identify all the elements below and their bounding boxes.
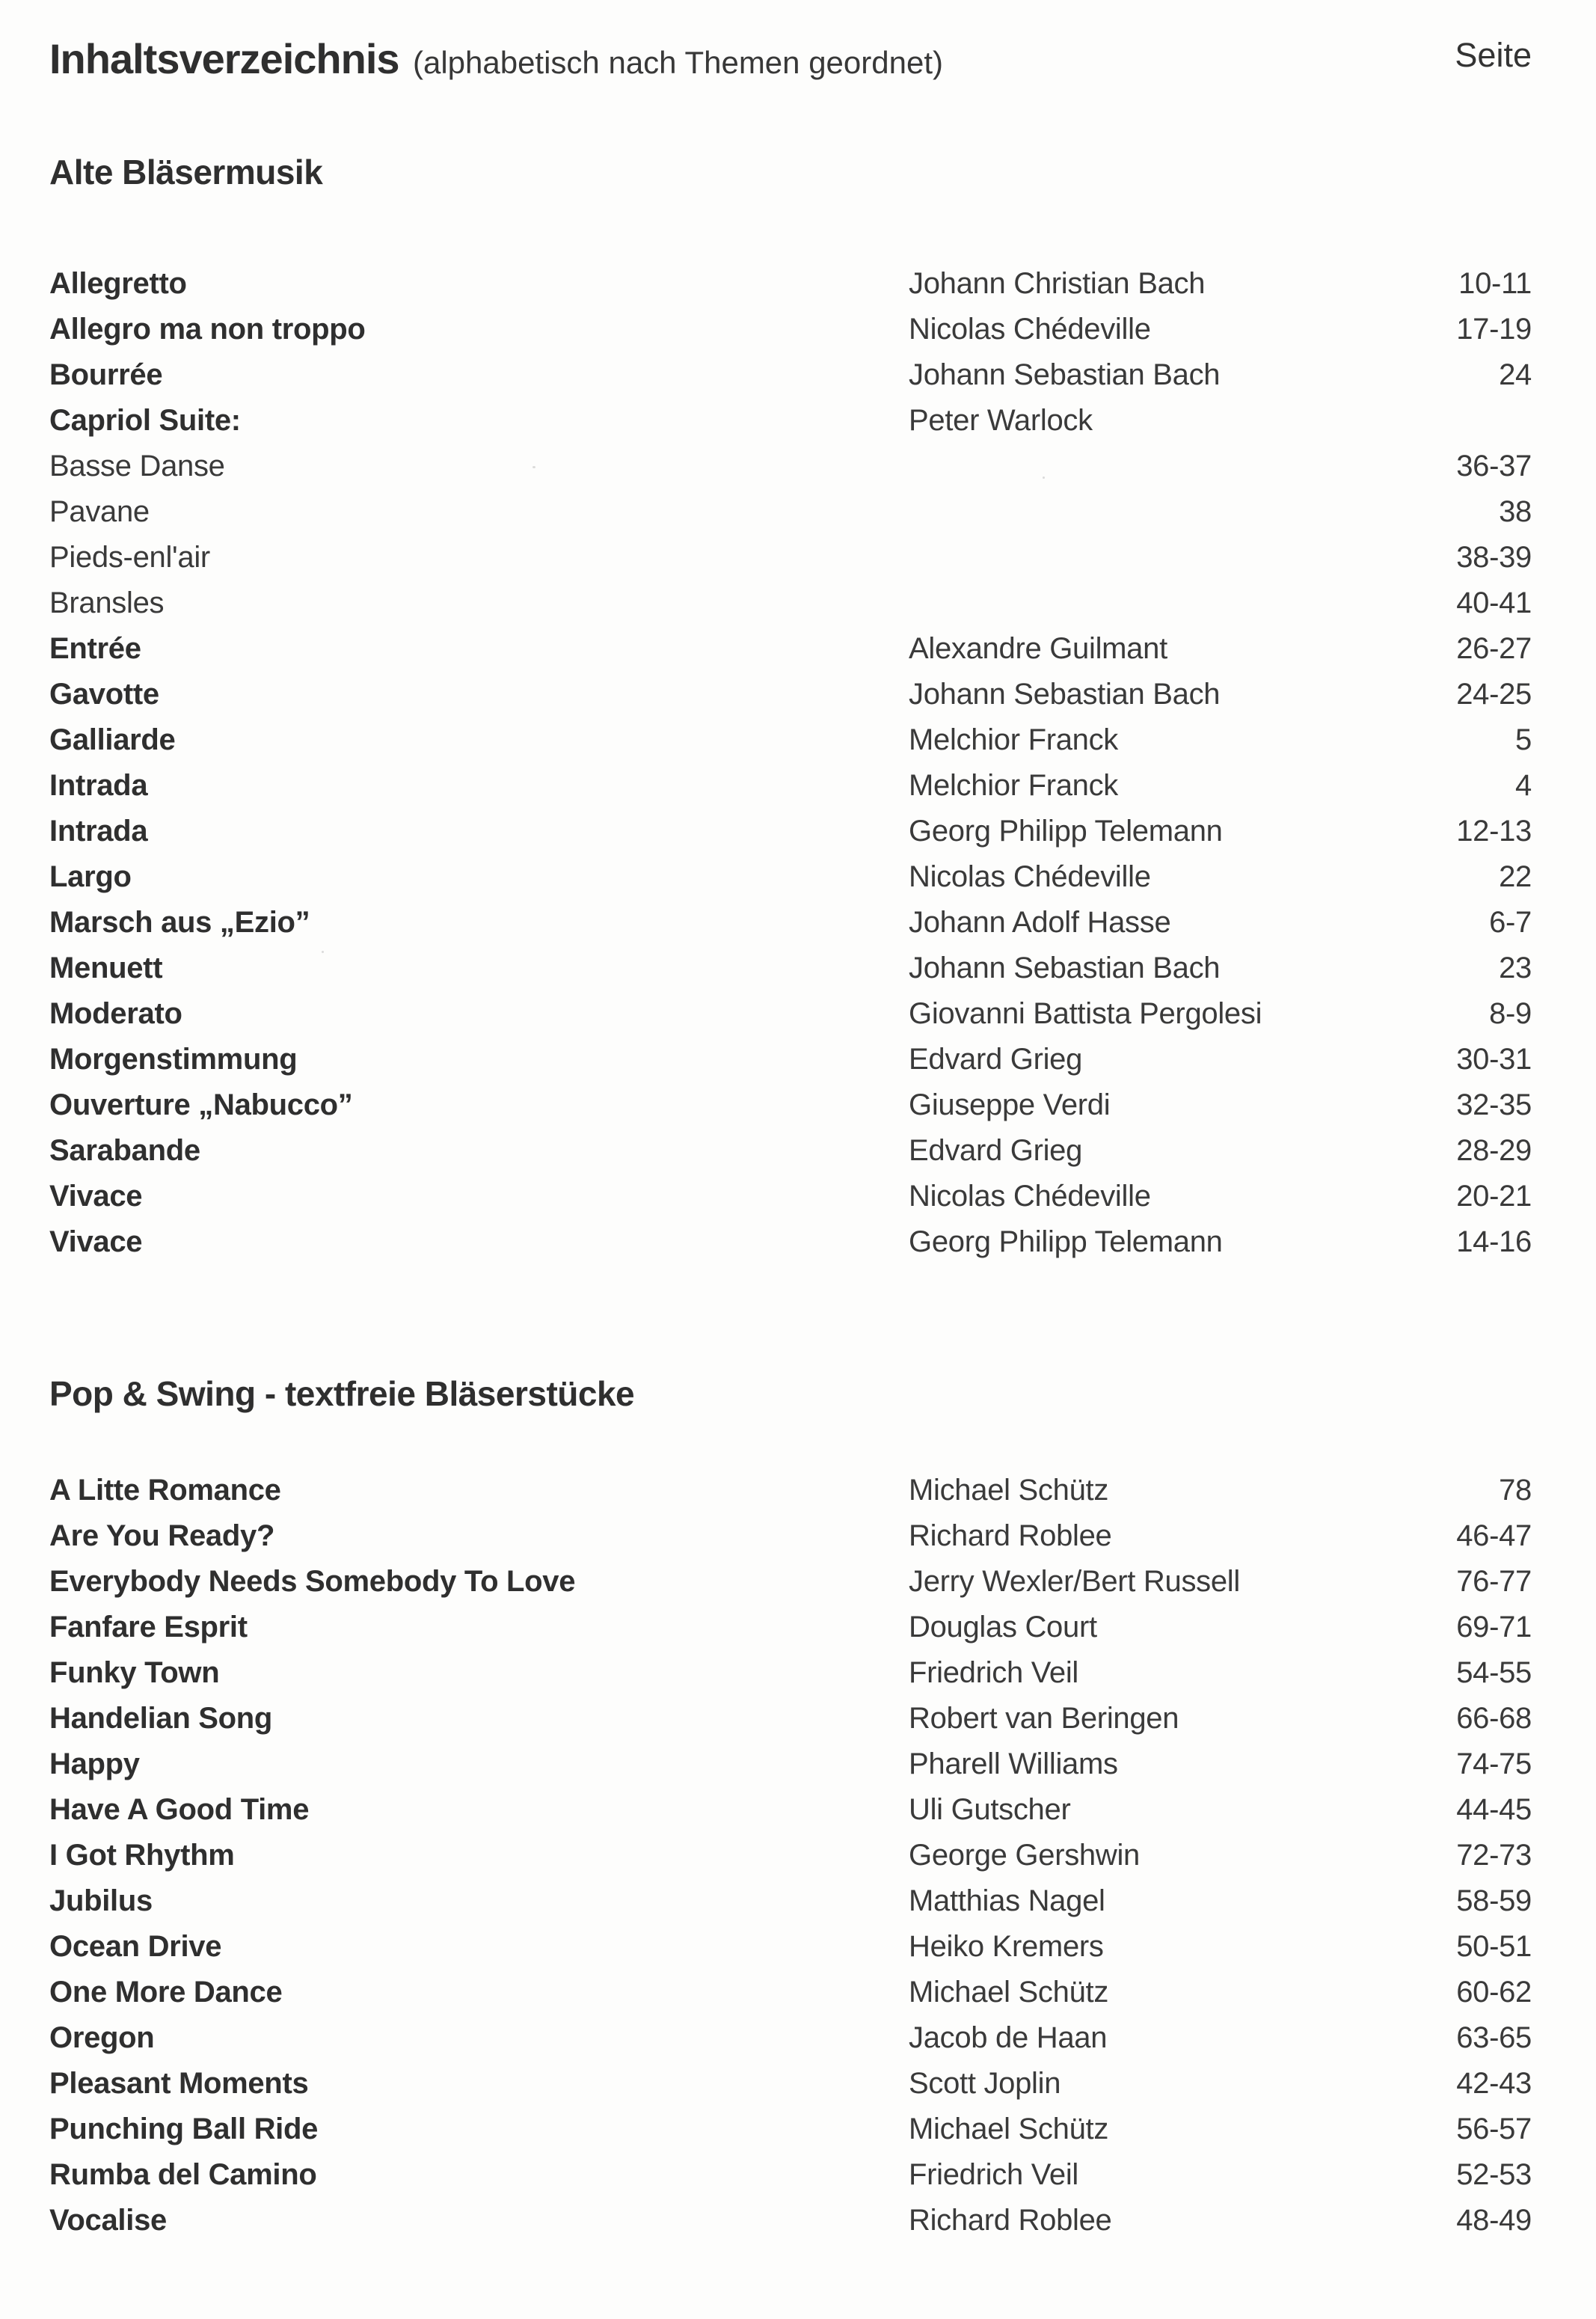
- composer-name: Georg Philipp Telemann: [909, 815, 1223, 848]
- page-numbers: 12-13: [1456, 815, 1532, 848]
- piece-title: Oregon: [49, 2021, 155, 2054]
- composer-name: Giovanni Battista Pergolesi: [909, 997, 1262, 1030]
- piece-title: Jubilus: [49, 1884, 153, 1917]
- piece-title: Sarabande: [49, 1134, 200, 1167]
- piece-title: Allegro ma non troppo: [49, 313, 366, 346]
- piece-title: Pavane: [49, 495, 150, 528]
- toc-row: [49, 2198, 1532, 2243]
- page-numbers: 32-35: [1456, 1088, 1532, 1121]
- page-numbers: 60-62: [1456, 1976, 1532, 2009]
- composer-name: Johann Sebastian Bach: [909, 952, 1221, 984]
- page-numbers: 40-41: [1456, 586, 1532, 619]
- composer-name: Johann Sebastian Bach: [909, 358, 1221, 391]
- toc-row: [49, 854, 1532, 900]
- page-numbers: 36-37: [1456, 450, 1532, 483]
- toc-row: [49, 1174, 1532, 1219]
- page-numbers: 69-71: [1456, 1611, 1532, 1643]
- page-numbers: 17-19: [1456, 313, 1532, 346]
- page-numbers: 5: [1515, 723, 1532, 756]
- page-numbers: 56-57: [1456, 2113, 1532, 2145]
- composer-name: Robert van Beringen: [909, 1702, 1179, 1735]
- page-numbers: 20-21: [1456, 1180, 1532, 1213]
- toc-row: [49, 398, 1532, 444]
- toc-row: [49, 2061, 1532, 2107]
- section-heading-alte-blaesermusik: Alte Bläsermusik: [49, 153, 323, 192]
- piece-title: Marsch aus „Ezio”: [49, 906, 310, 939]
- page-numbers: 30-31: [1456, 1043, 1532, 1076]
- piece-title: Basse Danse: [49, 450, 225, 483]
- piece-title: Menuett: [49, 952, 163, 984]
- page-numbers: 66-68: [1456, 1702, 1532, 1735]
- piece-title: A Litte Romance: [49, 1474, 281, 1507]
- page-numbers: 58-59: [1456, 1884, 1532, 1917]
- toc-row: [49, 1559, 1532, 1605]
- page-numbers: 38: [1499, 495, 1532, 528]
- page-numbers: 10-11: [1458, 267, 1532, 300]
- piece-title: Handelian Song: [49, 1702, 273, 1735]
- page-subtitle: (alphabetisch nach Themen geordnet): [412, 45, 943, 80]
- composer-name: Richard Roblee: [909, 2204, 1112, 2237]
- composer-name: Johann Sebastian Bach: [909, 678, 1221, 711]
- piece-title: Happy: [49, 1747, 140, 1780]
- composer-name: Georg Philipp Telemann: [909, 1225, 1223, 1258]
- piece-title: Largo: [49, 860, 132, 893]
- piece-title: Moderato: [49, 997, 182, 1030]
- composer-name: Michael Schütz: [909, 1474, 1109, 1507]
- page-numbers: 74-75: [1456, 1747, 1532, 1780]
- piece-title: Have A Good Time: [49, 1793, 310, 1826]
- piece-title: Vivace: [49, 1180, 143, 1213]
- toc-row: [49, 535, 1532, 580]
- toc-row: [49, 1468, 1532, 1513]
- composer-name: Scott Joplin: [909, 2067, 1061, 2100]
- page-numbers: 42-43: [1456, 2067, 1532, 2100]
- piece-title: Allegretto: [49, 267, 187, 300]
- piece-title: Pieds-enl'air: [49, 541, 210, 574]
- page-numbers: 52-53: [1456, 2158, 1532, 2191]
- composer-name: Edvard Grieg: [909, 1134, 1083, 1167]
- toc-row: [49, 1924, 1532, 1970]
- composer-name: Melchior Franck: [909, 769, 1119, 802]
- toc-row: [49, 946, 1532, 991]
- page-numbers: 14-16: [1456, 1225, 1532, 1258]
- composer-name: Heiko Kremers: [909, 1930, 1104, 1963]
- toc-row: [49, 991, 1532, 1037]
- composer-name: Edvard Grieg: [909, 1043, 1083, 1076]
- piece-title: Bransles: [49, 586, 165, 619]
- piece-title: Galliarde: [49, 723, 176, 756]
- page-numbers: 26-27: [1456, 632, 1532, 665]
- toc-row: [49, 489, 1532, 535]
- composer-name: Richard Roblee: [909, 1519, 1112, 1552]
- composer-name: Pharell Williams: [909, 1747, 1118, 1780]
- piece-title: Fanfare Esprit: [49, 1611, 248, 1643]
- toc-row: [49, 1037, 1532, 1082]
- toc-row: [49, 626, 1532, 672]
- page-numbers: 4: [1515, 769, 1532, 802]
- scan-artifact: [322, 951, 324, 953]
- toc-row: [49, 1970, 1532, 2015]
- toc-row: [49, 1833, 1532, 1878]
- toc-row: [49, 2107, 1532, 2152]
- scan-artifact: [532, 466, 535, 468]
- page-numbers: 44-45: [1456, 1793, 1532, 1826]
- composer-name: Johann Adolf Hasse: [909, 906, 1171, 939]
- composer-name: Nicolas Chédeville: [909, 860, 1151, 893]
- page-column-header: Seite: [1455, 36, 1532, 74]
- toc-row: [49, 1787, 1532, 1833]
- page-numbers: 22: [1499, 860, 1532, 893]
- piece-title: Vocalise: [49, 2204, 167, 2237]
- toc-row: [49, 763, 1532, 809]
- toc-row: [49, 900, 1532, 946]
- piece-title: Funky Town: [49, 1656, 220, 1689]
- page-numbers: 23: [1499, 952, 1532, 984]
- composer-name: Michael Schütz: [909, 1976, 1109, 2009]
- toc-row: [49, 1605, 1532, 1650]
- page-numbers: 8-9: [1489, 997, 1532, 1030]
- section-heading-pop-swing: Pop & Swing - textfreie Bläserstücke: [49, 1374, 635, 1413]
- scan-artifact: [1043, 477, 1045, 479]
- piece-title: Rumba del Camino: [49, 2158, 317, 2191]
- piece-title: Capriol Suite:: [49, 404, 241, 437]
- page-numbers: 28-29: [1456, 1134, 1532, 1167]
- piece-title: Punching Ball Ride: [49, 2113, 319, 2145]
- page-numbers: 50-51: [1456, 1930, 1532, 1963]
- toc-row: [49, 444, 1532, 489]
- toc-row: [49, 672, 1532, 717]
- toc-row: [49, 2015, 1532, 2061]
- composer-name: Douglas Court: [909, 1611, 1097, 1643]
- toc-row: [49, 1082, 1532, 1128]
- composer-name: Michael Schütz: [909, 2113, 1109, 2145]
- toc-section-list: [49, 1468, 1532, 2243]
- composer-name: Johann Christian Bach: [909, 267, 1206, 300]
- composer-name: Matthias Nagel: [909, 1884, 1105, 1917]
- toc-row: [49, 1878, 1532, 1924]
- composer-name: Friedrich Veil: [909, 1656, 1078, 1689]
- composer-name: Jerry Wexler/Bert Russell: [909, 1565, 1240, 1598]
- composer-name: Giuseppe Verdi: [909, 1088, 1111, 1121]
- page-numbers: 48-49: [1456, 2204, 1532, 2237]
- page-numbers: 24-25: [1456, 678, 1532, 711]
- composer-name: Jacob de Haan: [909, 2021, 1108, 2054]
- piece-title: Everybody Needs Somebody To Love: [49, 1565, 576, 1598]
- toc-row: [49, 2152, 1532, 2198]
- piece-title: Gavotte: [49, 678, 159, 711]
- page-numbers: 38-39: [1456, 541, 1532, 574]
- composer-name: Melchior Franck: [909, 723, 1119, 756]
- page-title: Inhaltsverzeichnis: [49, 35, 399, 82]
- composer-name: Peter Warlock: [909, 404, 1093, 437]
- composer-name: Uli Gutscher: [909, 1793, 1071, 1826]
- page-numbers: 46-47: [1456, 1519, 1532, 1552]
- piece-title: Bourrée: [49, 358, 163, 391]
- toc-row: [49, 307, 1532, 352]
- toc-row: [49, 1513, 1532, 1559]
- page-numbers: 54-55: [1456, 1656, 1532, 1689]
- composer-name: Nicolas Chédeville: [909, 1180, 1151, 1213]
- toc-row: [49, 717, 1532, 763]
- toc-row: [49, 809, 1532, 854]
- toc-row: [49, 580, 1532, 626]
- piece-title: Vivace: [49, 1225, 143, 1258]
- composer-name: George Gershwin: [909, 1839, 1140, 1872]
- piece-title: Intrada: [49, 815, 148, 848]
- piece-title: Ouverture „Nabucco”: [49, 1088, 353, 1121]
- page-numbers: 78: [1499, 1474, 1532, 1507]
- composer-name: Alexandre Guilmant: [909, 632, 1167, 665]
- toc-row: [49, 261, 1532, 307]
- page-numbers: 24: [1499, 358, 1532, 391]
- piece-title: Morgenstimmung: [49, 1043, 298, 1076]
- toc-section-list: [49, 261, 1532, 1265]
- composer-name: Friedrich Veil: [909, 2158, 1078, 2191]
- toc-row: [49, 352, 1532, 398]
- toc-row: [49, 1650, 1532, 1696]
- toc-row: [49, 1741, 1532, 1787]
- toc-row: [49, 1696, 1532, 1741]
- piece-title: Pleasant Moments: [49, 2067, 309, 2100]
- toc-row: [49, 1128, 1532, 1174]
- piece-title: Ocean Drive: [49, 1930, 222, 1963]
- piece-title: I Got Rhythm: [49, 1839, 235, 1872]
- piece-title: Are You Ready?: [49, 1519, 275, 1552]
- toc-row: [49, 1219, 1532, 1265]
- page-numbers: 76-77: [1456, 1565, 1532, 1598]
- document-header: [49, 34, 943, 83]
- page-numbers: 6-7: [1489, 906, 1532, 939]
- composer-name: Nicolas Chédeville: [909, 313, 1151, 346]
- piece-title: Intrada: [49, 769, 148, 802]
- page-numbers: 63-65: [1456, 2021, 1532, 2054]
- page-numbers: 72-73: [1456, 1839, 1532, 1872]
- piece-title: One More Dance: [49, 1976, 283, 2009]
- piece-title: Entrée: [49, 632, 141, 665]
